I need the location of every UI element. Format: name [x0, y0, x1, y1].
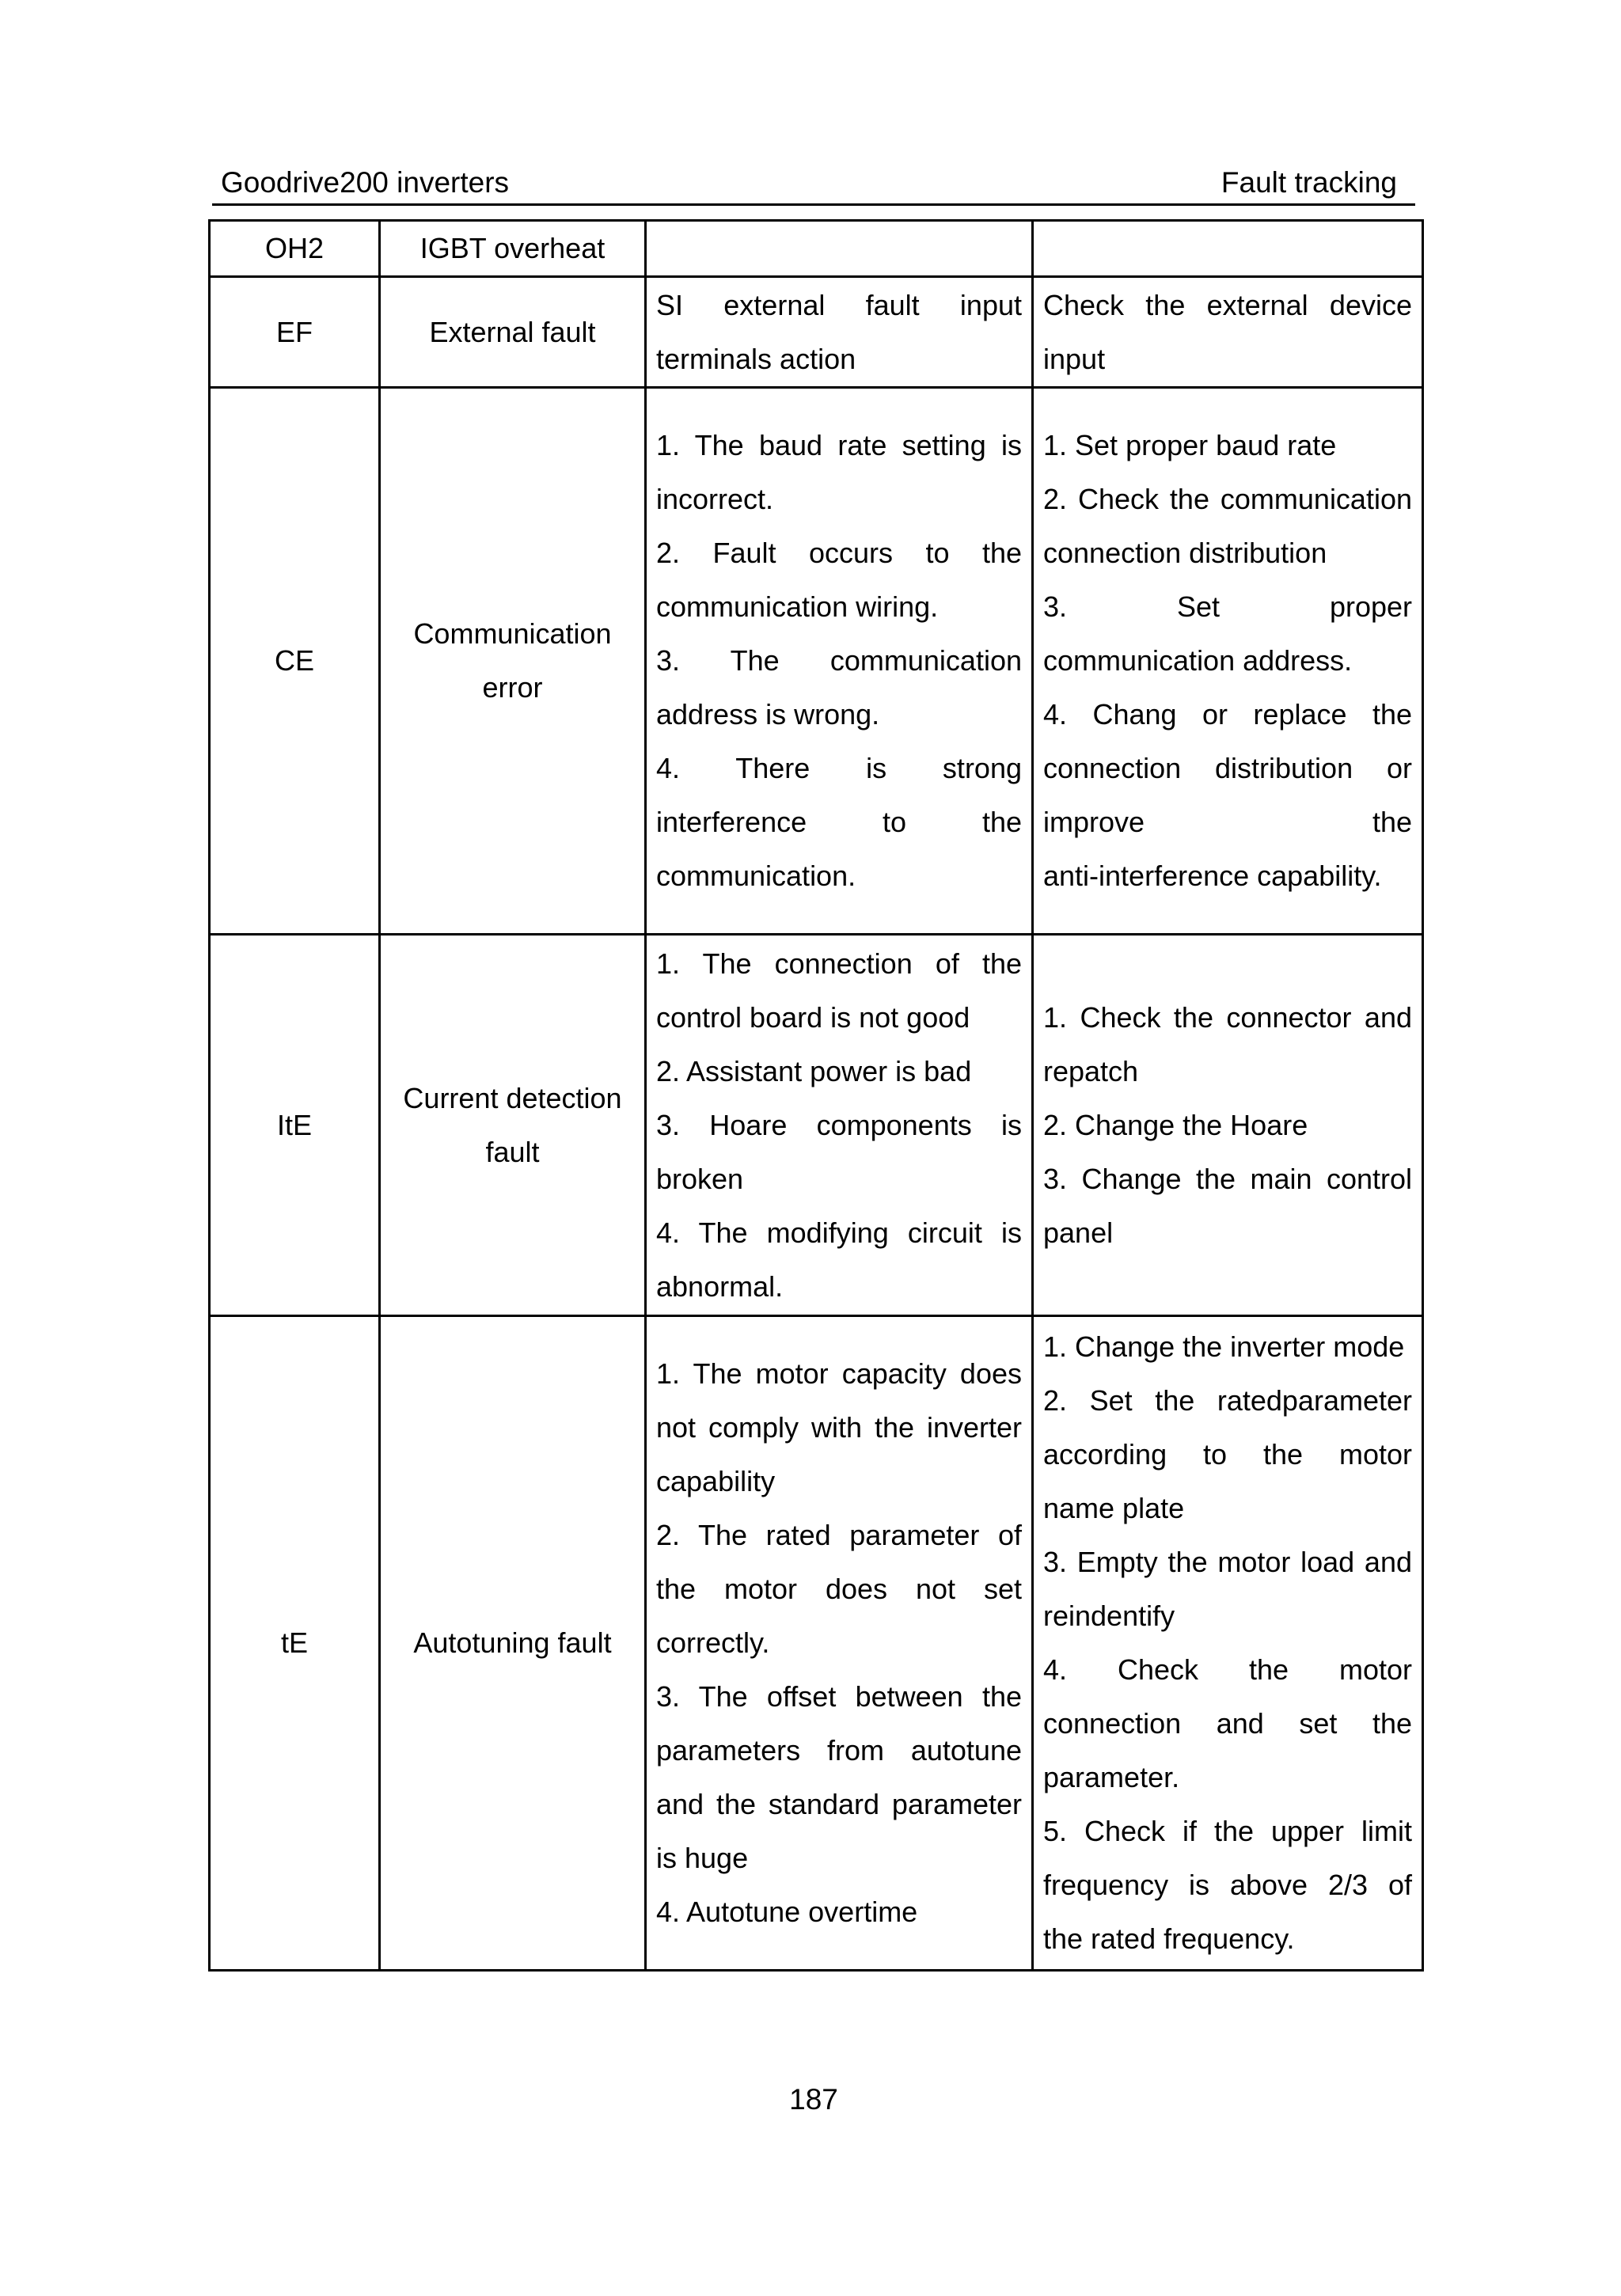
fault-code: OH2: [264, 232, 325, 264]
fault-solution-cell: [1033, 1316, 1423, 1971]
solution-line: improve the: [1043, 806, 1412, 838]
cause-line: communication wiring.: [656, 590, 939, 623]
solution-item: [1043, 1374, 1412, 1535]
cause-item: [656, 1206, 1022, 1314]
table-row: [210, 388, 1423, 935]
cause-line: not comply with the inverter: [656, 1411, 1022, 1444]
fault-name-cell: [380, 1316, 646, 1971]
solution-line: frequency is above 2/3 of: [1043, 1869, 1412, 1901]
solution-line: name plate: [1043, 1492, 1185, 1524]
cause-item: [656, 526, 1022, 634]
solution-item: [1043, 580, 1412, 688]
fault-code: ItE: [276, 1108, 312, 1141]
solution-line: 5. Check if the upper limit: [1043, 1815, 1412, 1847]
solution-line: reindentify: [1043, 1600, 1175, 1632]
cause-line: 4. There is strong: [656, 752, 1022, 784]
solution-line: panel: [1043, 1216, 1114, 1249]
cause-item: [656, 1885, 1022, 1939]
fault-solution-cell: [1033, 221, 1423, 277]
cause-line: SI external fault input: [656, 288, 1022, 321]
cause-item: [656, 279, 1022, 386]
fault-name: Current detection fault: [403, 1081, 622, 1168]
cause-line: 4. Autotune overtime: [656, 1896, 918, 1928]
solution-line: connection distribution: [1043, 537, 1327, 569]
solution-line: 3. Empty the motor load and: [1043, 1546, 1412, 1578]
solution-item: [1043, 1643, 1412, 1805]
cause-line: 2. The rated parameter of: [656, 1519, 1022, 1551]
solution-item: [1043, 419, 1412, 472]
solution-item: [1043, 1152, 1412, 1260]
fault-code: tE: [280, 1626, 308, 1659]
cause-line: 2. Fault occurs to the: [656, 537, 1022, 569]
solution-line: the rated frequency.: [1043, 1922, 1295, 1955]
fault-name: IGBT overheat: [419, 232, 606, 264]
solution-line: according to the motor: [1043, 1438, 1412, 1471]
solution-item: [1043, 1805, 1412, 1966]
fault-code: CE: [274, 644, 314, 677]
solution-line: 2. Check the communication: [1043, 483, 1412, 515]
cause-line: terminals action: [656, 342, 856, 375]
running-header-title: Goodrive200 inverters: [221, 166, 510, 199]
cause-line: 3. Hoare components is: [656, 1108, 1022, 1141]
fault-name: Autotuning fault: [413, 1626, 612, 1659]
fault-code: EF: [275, 315, 313, 348]
solution-line: parameter.: [1043, 1761, 1180, 1793]
cause-line: the motor does not set: [656, 1573, 1022, 1605]
fault-cause-cell: [646, 935, 1033, 1316]
header-rule: [212, 203, 1415, 206]
fault-name-cell: [380, 935, 646, 1316]
table-row: [210, 221, 1423, 277]
cause-item: [656, 634, 1022, 742]
cause-line: communication.: [656, 860, 856, 892]
fault-name: External fault: [429, 315, 596, 348]
fault-cause-cell: [646, 277, 1033, 388]
fault-cause-cell: [646, 1316, 1033, 1971]
solution-item: [1043, 279, 1412, 386]
cause-line: broken: [656, 1162, 744, 1195]
cause-line: 2. Assistant power is bad: [656, 1054, 972, 1087]
solution-item: [1043, 472, 1412, 580]
fault-cause-cell: [646, 388, 1033, 935]
fault-name-cell: [380, 388, 646, 935]
cause-item: [656, 742, 1022, 903]
solution-line: 2. Change the Hoare: [1043, 1108, 1308, 1141]
cause-line: 3. The offset between the: [656, 1680, 1022, 1713]
fault-table-body: [210, 221, 1423, 1971]
solution-line: repatch: [1043, 1054, 1139, 1087]
solution-line: 2. Set the ratedparameter: [1043, 1384, 1412, 1417]
cause-line: 3. The communication: [656, 644, 1022, 677]
cause-line: capability: [656, 1465, 776, 1497]
solution-line: 3. Change the main control: [1043, 1162, 1412, 1195]
solution-line: Check the external device: [1043, 288, 1412, 321]
fault-code-cell: [210, 221, 380, 277]
solution-line: connection and set the: [1043, 1707, 1412, 1740]
cause-item: [656, 1099, 1022, 1206]
solution-line: communication address.: [1043, 644, 1353, 677]
solution-line: input: [1043, 342, 1106, 375]
cause-line: is huge: [656, 1842, 749, 1874]
cause-line: control board is not good: [656, 1000, 970, 1034]
fault-name-cell: [380, 221, 646, 277]
fault-solution-cell: [1033, 935, 1423, 1316]
cause-line: correctly.: [656, 1626, 770, 1659]
page-number: 187: [789, 2083, 838, 2116]
cause-line: 1. The motor capacity does: [656, 1357, 1022, 1390]
fault-name-cell: [380, 277, 646, 388]
cause-line: 4. The modifying circuit is: [656, 1216, 1022, 1249]
fault-table: [208, 219, 1424, 1972]
cause-item: [656, 937, 1022, 1045]
solution-item: [1043, 1099, 1412, 1152]
solution-line: 1. Set proper baud rate: [1043, 429, 1337, 461]
cause-line: and the standard parameter: [656, 1788, 1022, 1820]
solution-item: [1043, 1535, 1412, 1643]
solution-line: 4. Chang or replace the: [1043, 698, 1412, 731]
cause-line: 1. The connection of the: [656, 947, 1022, 980]
fault-solution-cell: [1033, 277, 1423, 388]
table-row: [210, 277, 1423, 388]
cause-line: parameters from autotune: [656, 1734, 1022, 1767]
fault-code-cell: [210, 388, 380, 935]
solution-line: anti-interference capability.: [1043, 860, 1382, 892]
fault-code-cell: [210, 277, 380, 388]
cause-line: incorrect.: [656, 483, 774, 515]
fault-name: Communication error: [413, 617, 612, 704]
cause-item: [656, 1509, 1022, 1670]
cause-line: address is wrong.: [656, 698, 880, 731]
cause-item: [656, 1347, 1022, 1509]
table-row: [210, 1316, 1423, 1971]
solution-item: [1043, 688, 1412, 903]
cause-line: abnormal.: [656, 1269, 784, 1303]
cause-item: [656, 1045, 1022, 1099]
fault-code-cell: [210, 1316, 380, 1971]
fault-solution-cell: [1033, 388, 1423, 935]
running-header-section: Fault tracking: [1220, 166, 1397, 199]
cause-item: [656, 419, 1022, 526]
cause-line: 1. The baud rate setting is: [656, 429, 1022, 461]
solution-line: connection distribution or: [1043, 752, 1412, 784]
solution-item: [1043, 991, 1412, 1099]
cause-item: [656, 1670, 1022, 1885]
solution-line: 1. Change the inverter mode: [1043, 1330, 1405, 1363]
cause-line: interference to the: [656, 806, 1022, 838]
solution-line: 3. Set proper: [1043, 590, 1412, 623]
table-row: [210, 935, 1423, 1316]
solution-line: 1. Check the connector and: [1043, 1000, 1412, 1034]
fault-cause-cell: [646, 221, 1033, 277]
fault-code-cell: [210, 935, 380, 1316]
solution-line: 4. Check the motor: [1043, 1653, 1412, 1686]
solution-item: [1043, 1320, 1412, 1374]
